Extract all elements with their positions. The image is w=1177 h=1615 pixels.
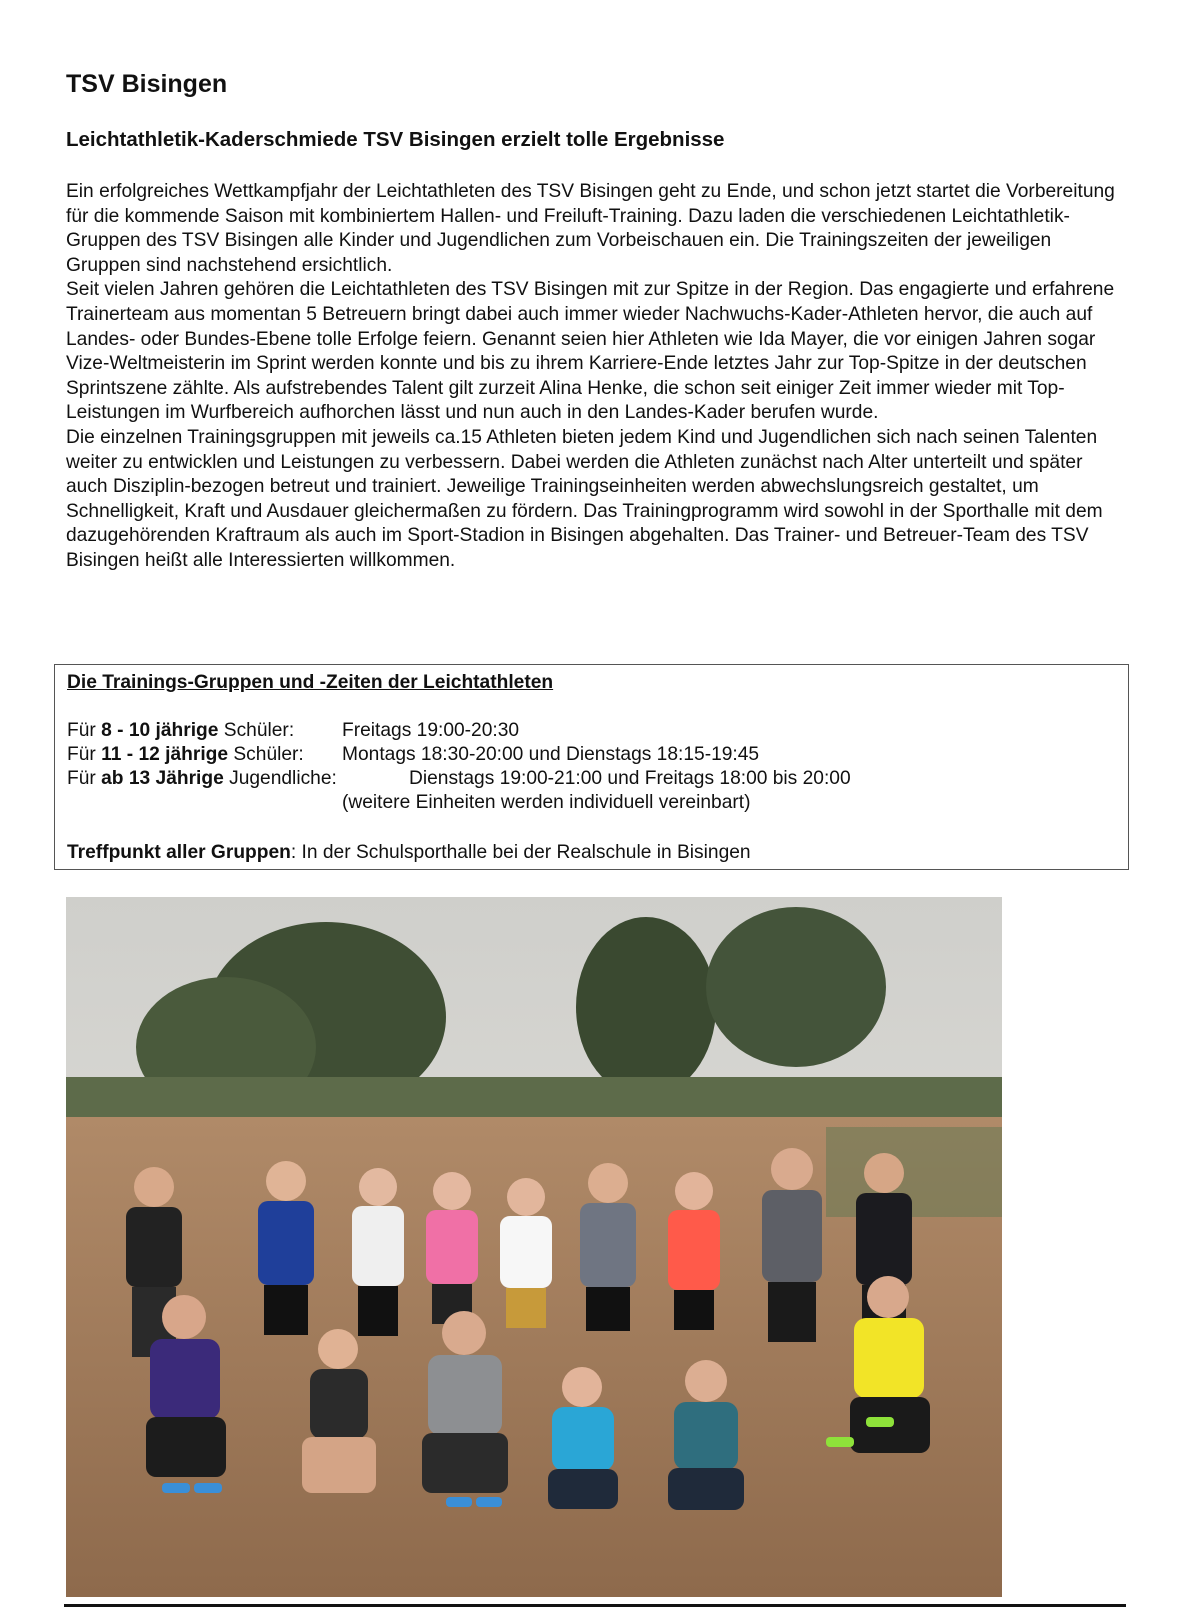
meeting-label: Treffpunkt aller Gruppen	[67, 842, 291, 863]
paragraph-groups: Die einzelnen Trainingsgruppen mit jeweils ca.15 Athleten bieten jedem Kind und Jugendlichen sich nach seinen Talenten weiter zu entwicklen und Leistungen zu verbessern. Dabei werden die Athleten zunächst nach Alter unterteilt und später auch Disziplin-bezogen betreut und trainiert. Jeweilige Trainingseinheiten werden abwechslungsreich gestaltet, um Schnelligkeit, Kraft und Ausdauer gleichermaßen zu fördern. Das Trainingprogramm wird sowohl in der Sporthalle mit dem dazugehörenden Kraftraum als auch im Sport-Stadion in Bisingen abgehalten. Das Trainer- und Betreuer-Team des TSV Bisingen heißt alle Interessierten willkommen.	[66, 426, 1103, 571]
schedule-times: Dienstags 19:00-21:00 und Freitags 18:00 bis 20:00	[409, 768, 851, 789]
organization-title: TSV Bisingen	[66, 70, 228, 98]
article-body	[66, 180, 1126, 574]
schedule-title: Die Trainings-Gruppen und -Zeiten der Leichtathleten	[67, 672, 554, 693]
age-group: ab 13 Jährige	[101, 768, 224, 789]
schedule-row: Für 8 - 10 jährige Schüler: Freitags 19:00-20:30	[67, 719, 294, 744]
age-group: 11 - 12 jährige	[101, 744, 229, 765]
schedule-row: Für ab 13 Jährige Jugendliche: Dienstags 19:00-21:00 und Freitags 18:00 bis 20:00	[67, 767, 337, 792]
schedule-note: (weitere Einheiten werden individuell vereinbart)	[342, 792, 751, 813]
bottom-rule	[64, 1604, 1126, 1607]
schedule-row: Für 11 - 12 jährige Schüler: Montags 18:30-20:00 und Dienstags 18:15-19:45	[67, 743, 304, 768]
schedule-times: Freitags 19:00-20:30	[342, 720, 520, 741]
paragraph-athletes: Seit vielen Jahren gehören die Leichtathleten des TSV Bisingen mit zur Spitze in der Region. Das engagierte und erfahrene Trainerteam aus momentan 5 Betreuern bringt dabei auch immer wieder Nachwuchs-Kader-Athleten hervor, die auch auf Landes- oder Bundes-Ebene tolle Erfolge feiern. Genannt seien hier Athleten wie Ida Mayer, die vor einigen Jahren sogar Vize-Weltmeisterin im Sprint werden konnte und bis zu ihrem Karriere-Ende letztes Jahr zur Top-Spitze in der deutschen Sprintszene zählte. Als aufstrebendes Talent gilt zurzeit Alina Henke, die schon seit einiger Zeit immer wieder mit Top-Leistungen im Wurfbereich aufhorchen lässt und nun auch in den Landes-Kader berufen wurde.	[66, 279, 1115, 424]
training-schedule-box	[54, 664, 1129, 870]
meeting-text: : In der Schulsporthalle bei der Realschule in Bisingen	[290, 842, 751, 863]
age-group: 8 - 10 jährige	[101, 720, 219, 741]
team-group-photo	[66, 897, 1002, 1597]
paragraph-intro: Ein erfolgreiches Wettkampfjahr der Leichtathleten des TSV Bisingen geht zu Ende, und schon jetzt startet die Vorbereitung für die kommende Saison mit kombiniertem Hallen- und Freiluft-Training. Dazu laden die verschiedenen Leichtathletik-Gruppen des TSV Bisingen alle Kinder und Jugendlichen zum Vorbeischauen ein. Die Trainingszeiten der jeweiligen Gruppen sind nachstehend ersichtlich.	[66, 181, 1115, 276]
meeting-point	[67, 841, 751, 866]
team-photo-illustration	[66, 897, 1002, 1597]
schedule-times: Montags 18:30-20:00 und Dienstags 18:15-19:45	[342, 744, 760, 765]
article-headline: Leichtathletik-Kaderschmiede TSV Bisingen erzielt tolle Ergebnisse	[66, 128, 725, 151]
